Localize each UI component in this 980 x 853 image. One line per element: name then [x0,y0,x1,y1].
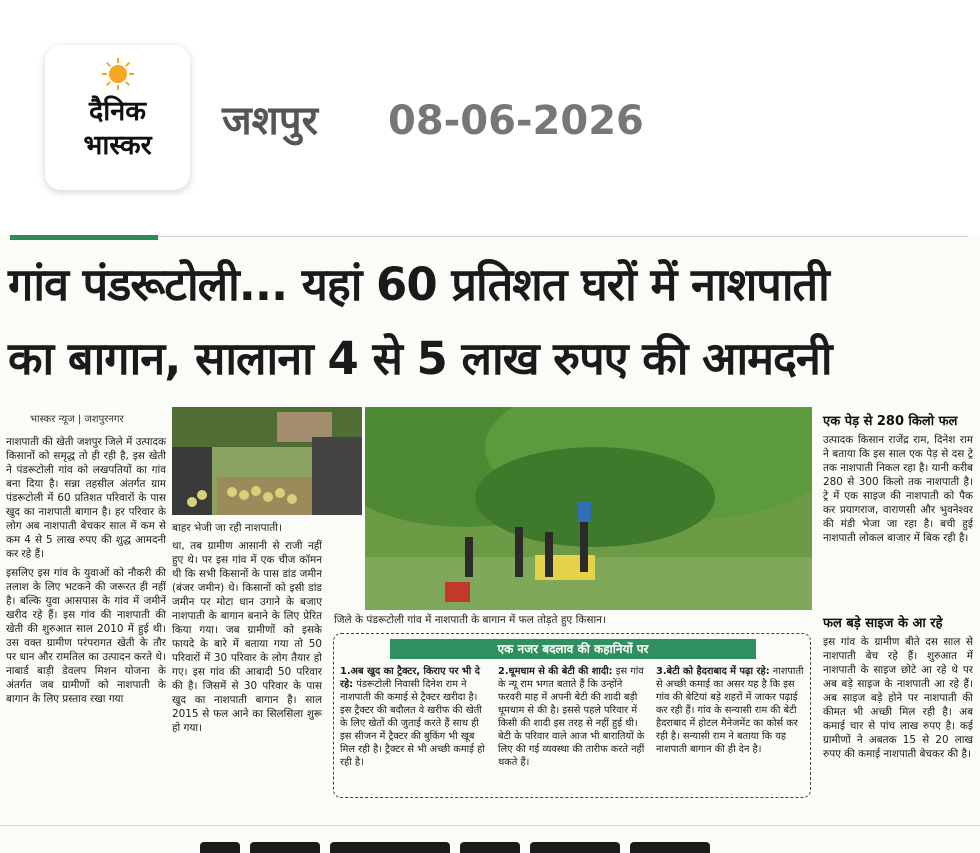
article-column-1 [6,435,166,825]
newspaper-clipping[interactable] [0,235,980,853]
paragraph: नाशपाती की खेती जशपुर जिले में उत्पादक किसानों को समृद्ध तो ही रही है, इस खेती ने पंडरूटोली गांव को लखपतियों का गांव बना दिया है। सन्ना तहसील अंतर्गत ग्राम पंडरूटोली में 60 प्रतिशत परिवारों के पास खुद का नाशपाती बागान है। हर परिवार के लोग अब नाशपाती बेचकर साल में कम से कम 4 से 5 लाख रुपए की शुद्ध आमदनी कर रहे हैं। [6,436,166,560]
section-accent-bar [10,235,158,240]
story-3 [656,665,806,756]
story-title: 1.अब खुद का ट्रैक्टर, किराए पर भी दे रहे: [340,666,480,690]
dainik-bhaskar-logo[interactable] [45,45,190,190]
paragraph: इसलिए इस गांव के युवाओं को नौकरी की तलाश के लिए भटकने की जरूरत ही नहीं है। बल्कि युवा आसपास के गांव में जमीनें खरीद रहे हैं। इस गांव की नाशपाती की खेती की शुरुआत साल 2010 में हुई थी। उस वक्त ग्रामीण परंपरागत खेती के तौर पर धान और रामतिल का उत्पादन करते थे। नाबार्ड बाड़ी डेवलप मिशन योजना के अंतर्गत जब ग्रामीणों को नाशपाती के बागान के लिए प्रस्ताव रखा गया [6,567,166,705]
edition-date: 08-06-2026 [388,98,644,144]
photo-pear-crates [172,407,362,515]
side-column-2 [823,635,973,820]
next-article-headline-cropped [200,841,760,853]
article-column-2 [172,539,322,819]
stories-title: एक नजर बदलाव की कहानियों पर [390,639,756,659]
side-heading-1: एक पेड़ से 280 किलो फल [823,414,958,429]
photo-orchard-farmers [365,407,812,610]
photo-caption-1: बाहर भेजी जा रही नाशपाती। [172,522,282,534]
story-2 [498,665,648,769]
headline-line1: गांव पंडरूटोली... यहां 60 प्रतिशत घरों में नाशपाती [8,258,829,311]
story-title: 2.धूमधाम से की बेटी की शादी: [498,666,613,677]
story-text: इस गांव के न्यू राम भगत बताते हैं कि उन्होंने फरवरी माह में अपनी बेटी की शादी बड़ी धूमधाम से की है। इससे पहले परिवार में किसी की शादी इस तरह से नहीं हुई थी। बेटी के परिवार वाले आज भी बारातियों के लिए की गई व्यवस्था की तारीफ करते नहीं थकते हैं। [498,666,645,768]
sun-icon [101,57,135,91]
side-column-1 [823,433,973,603]
header [0,0,980,235]
divider [158,236,968,237]
paragraph: इस गांव के ग्रामीण बीते दस साल से नाशपाती बेच रहे हैं। शुरुआत में नाशपाती के साइज छोटे आ रहे थे पर अब बड़े साइज के नाशपाती आ रहे हैं। अब साइज बड़े होने पर नाशपाती की कीमत भी अच्छी मिल रही है। अब कमाई चार से पांच लाख रुपए है। कई ग्रामीणों ने अबतक 15 से 20 लाख रुपए की कमाई नाशपाती बेचकर की है। [823,636,973,760]
side-heading-2: फल बड़े साइज के आ रहे [823,616,943,631]
logo-text-line2: भास्कर [83,130,152,161]
headline-line2: का बागान, सालाना 4 से 5 लाख रुपए की आमदनी [8,332,832,385]
paragraph: था, तब ग्रामीण आसानी से राजी नहीं हुए थे। पर इस गांव में एक चीज कॉमन थी कि सभी किसानों के पास डांड जमीन (बंजर जमीन) थे। किसानों को इसी डांड जमीन पर मोटा धान उगाने के बजाए नाशपाती के बागान बनाने के लिए प्रेरित किया गया। जब ग्रामीणों को इसके फायदे के बारे में बताया गया तो 50 परिवारों में 30 परिवार के लोग तैयार हो गए। इस गांव की आबादी 50 परिवार की है। जिसमें से 30 परिवार के पास खुद का नाशपाती बागान है। साल 2015 से फल आने का सिलसिला शुरू हो गया। [172,540,322,734]
story-text: पंडरूटोली निवासी दिनेश राम ने नाशपाती की कमाई से ट्रैक्टर खरीदा है। इस ट्रैक्टर की बदौलत वे खरीफ की खेती के लिए खेतों की जुताई करते हैं साथ ही इस सीजन में ट्रैक्टर की बुकिंग भी खूब मिल रही है। ट्रैक्टर से भी अच्छी कमाई हो रही है। [340,679,485,768]
story-1 [340,665,490,769]
byline: भास्कर न्यूज | जशपुरनगर [30,414,124,425]
edition-city: जशपुर [222,98,318,144]
logo-text-line1: दैनिक [88,96,147,127]
story-title: 3.बेटी को हैदराबाद में पढ़ा रहे: [656,666,770,677]
photo-caption-2: जिले के पंडरूटोली गांव में नाशपाती के बागान में फल तोड़ते हुए किसान। [334,614,606,626]
divider [0,825,980,826]
paragraph: उत्पादक किसान राजेंद्र राम, दिनेश राम ने बताया कि इस साल एक पेड़ से दस ट्रे तक नाशपाती निकल रहा है। यानी करीब 280 से 300 किलो तक नाशपाती है। ट्रे में एक साइज की नाशपाती को पैक कर प्रयागराज, वाराणसी और भुवनेश्वर की मंडी भेजा जा रहा है। बची हुई नाशपाती लोकल बाजार में बिक रही है। [823,434,973,544]
story-text: नाशपाती से अच्छी कमाई का असर यह है कि इस गांव की बेटियां बड़े शहरों में जाकर पढ़ाई कर रही हैं। गांव के सन्यासी राम की बेटी हैदराबाद में होटल मैनेजमेंट का कोर्स कर रही है। सन्यासी राम ने बताया कि यह नाशपाती बागान की ही देन है। [656,666,804,755]
